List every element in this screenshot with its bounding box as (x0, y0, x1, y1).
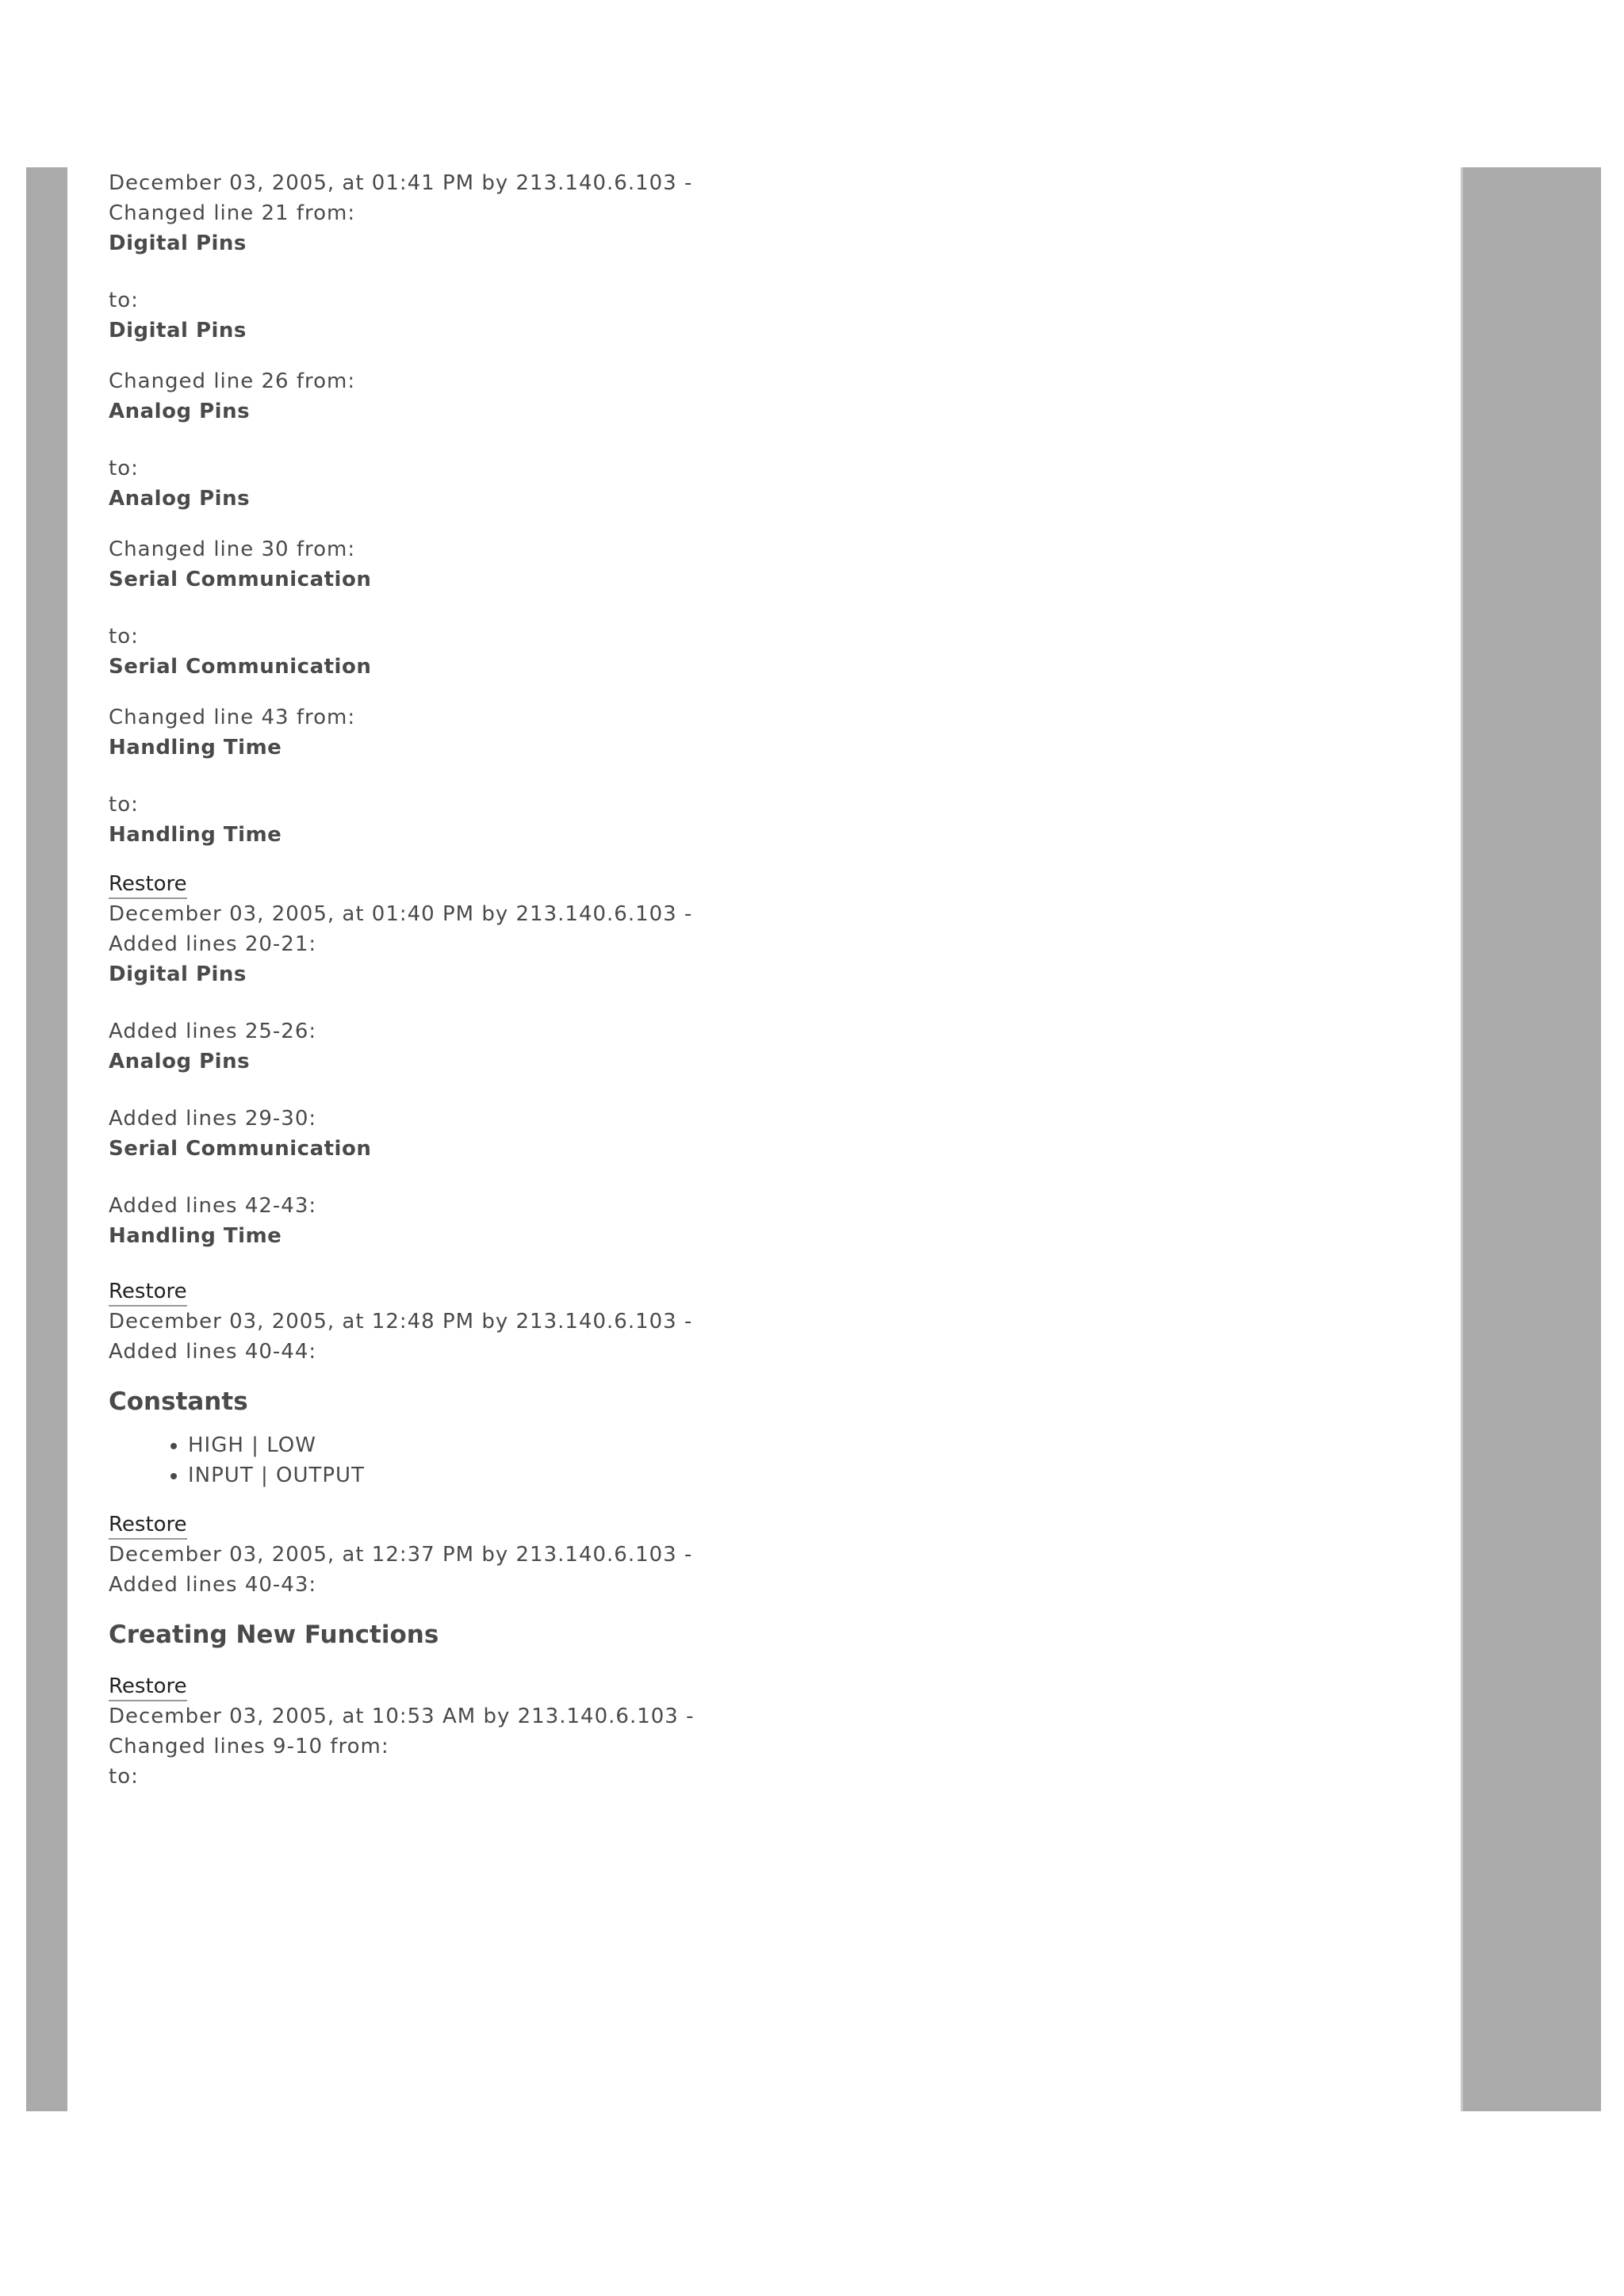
section-heading: Creating New Functions (109, 1621, 439, 1649)
revision-entry (109, 1540, 1441, 1701)
section-heading: Constants (109, 1387, 248, 1416)
diff-old-text: Digital Pins (109, 232, 247, 255)
added-text: Digital Pins (109, 962, 247, 986)
added-text: Serial Communication (109, 1137, 372, 1161)
revision-header: December 03, 2005, at 12:37 PM by 213.140.6.103 - (109, 1543, 693, 1567)
change-description: Added lines 42-43: (109, 1194, 317, 1218)
revision-header: December 03, 2005, at 12:48 PM by 213.140.6.103 - (109, 1310, 693, 1334)
change-description: Added lines 40-43: (109, 1573, 317, 1597)
change-description: Changed line 26 from: (109, 369, 356, 393)
restore-row (109, 1673, 1441, 1701)
bullet-list (109, 1430, 1441, 1490)
to-label: to: (109, 625, 139, 649)
revision-header: December 03, 2005, at 01:40 PM by 213.140.6.103 - (109, 902, 693, 926)
restore-row (109, 1511, 1441, 1540)
diff-old-text: Handling Time (109, 736, 282, 760)
revision-entry (109, 1307, 1441, 1540)
restore-link[interactable]: Restore (109, 871, 187, 899)
added-text: Analog Pins (109, 1050, 251, 1073)
restore-row (109, 1278, 1441, 1307)
revision-entry (109, 168, 1441, 899)
revision-entry (109, 899, 1441, 1307)
list-item: • INPUT | OUTPUT (188, 1460, 1441, 1490)
change-description: Added lines 29-30: (109, 1107, 317, 1131)
to-label: to: (109, 457, 139, 480)
restore-link[interactable]: Restore (109, 1278, 187, 1307)
list-item: • HIGH | LOW (188, 1430, 1441, 1460)
revision-header: December 03, 2005, at 01:41 PM by 213.140.6.103 - (109, 171, 693, 195)
change-description: Added lines 20-21: (109, 932, 317, 956)
change-description: Added lines 25-26: (109, 1020, 317, 1043)
right-gray-rail (1461, 167, 1601, 2111)
restore-row (109, 871, 1441, 899)
to-label: to: (109, 793, 139, 817)
restore-link[interactable]: Restore (109, 1511, 187, 1540)
change-description: Changed line 43 from: (109, 706, 356, 729)
diff-new-text: Serial Communication (109, 655, 372, 679)
left-gray-rail (26, 167, 67, 2111)
change-description: Changed lines 9-10 from: (109, 1735, 389, 1758)
diff-old-text: Serial Communication (109, 568, 372, 591)
restore-link[interactable]: Restore (109, 1673, 187, 1701)
page-history-content (109, 168, 1441, 1792)
diff-new-text: Handling Time (109, 823, 282, 847)
diff-new-text: Analog Pins (109, 487, 251, 511)
added-text: Handling Time (109, 1224, 282, 1248)
change-description: Added lines 40-44: (109, 1340, 317, 1364)
diff-old-text: Analog Pins (109, 400, 251, 423)
change-description: Changed line 21 from: (109, 201, 356, 225)
revision-header: December 03, 2005, at 10:53 AM by 213.140.6.103 - (109, 1705, 695, 1728)
revision-entry (109, 1701, 1441, 1792)
to-label: to: (109, 289, 139, 312)
diff-new-text: Digital Pins (109, 319, 247, 342)
to-label: to: (109, 1765, 139, 1789)
change-description: Changed line 30 from: (109, 538, 356, 561)
